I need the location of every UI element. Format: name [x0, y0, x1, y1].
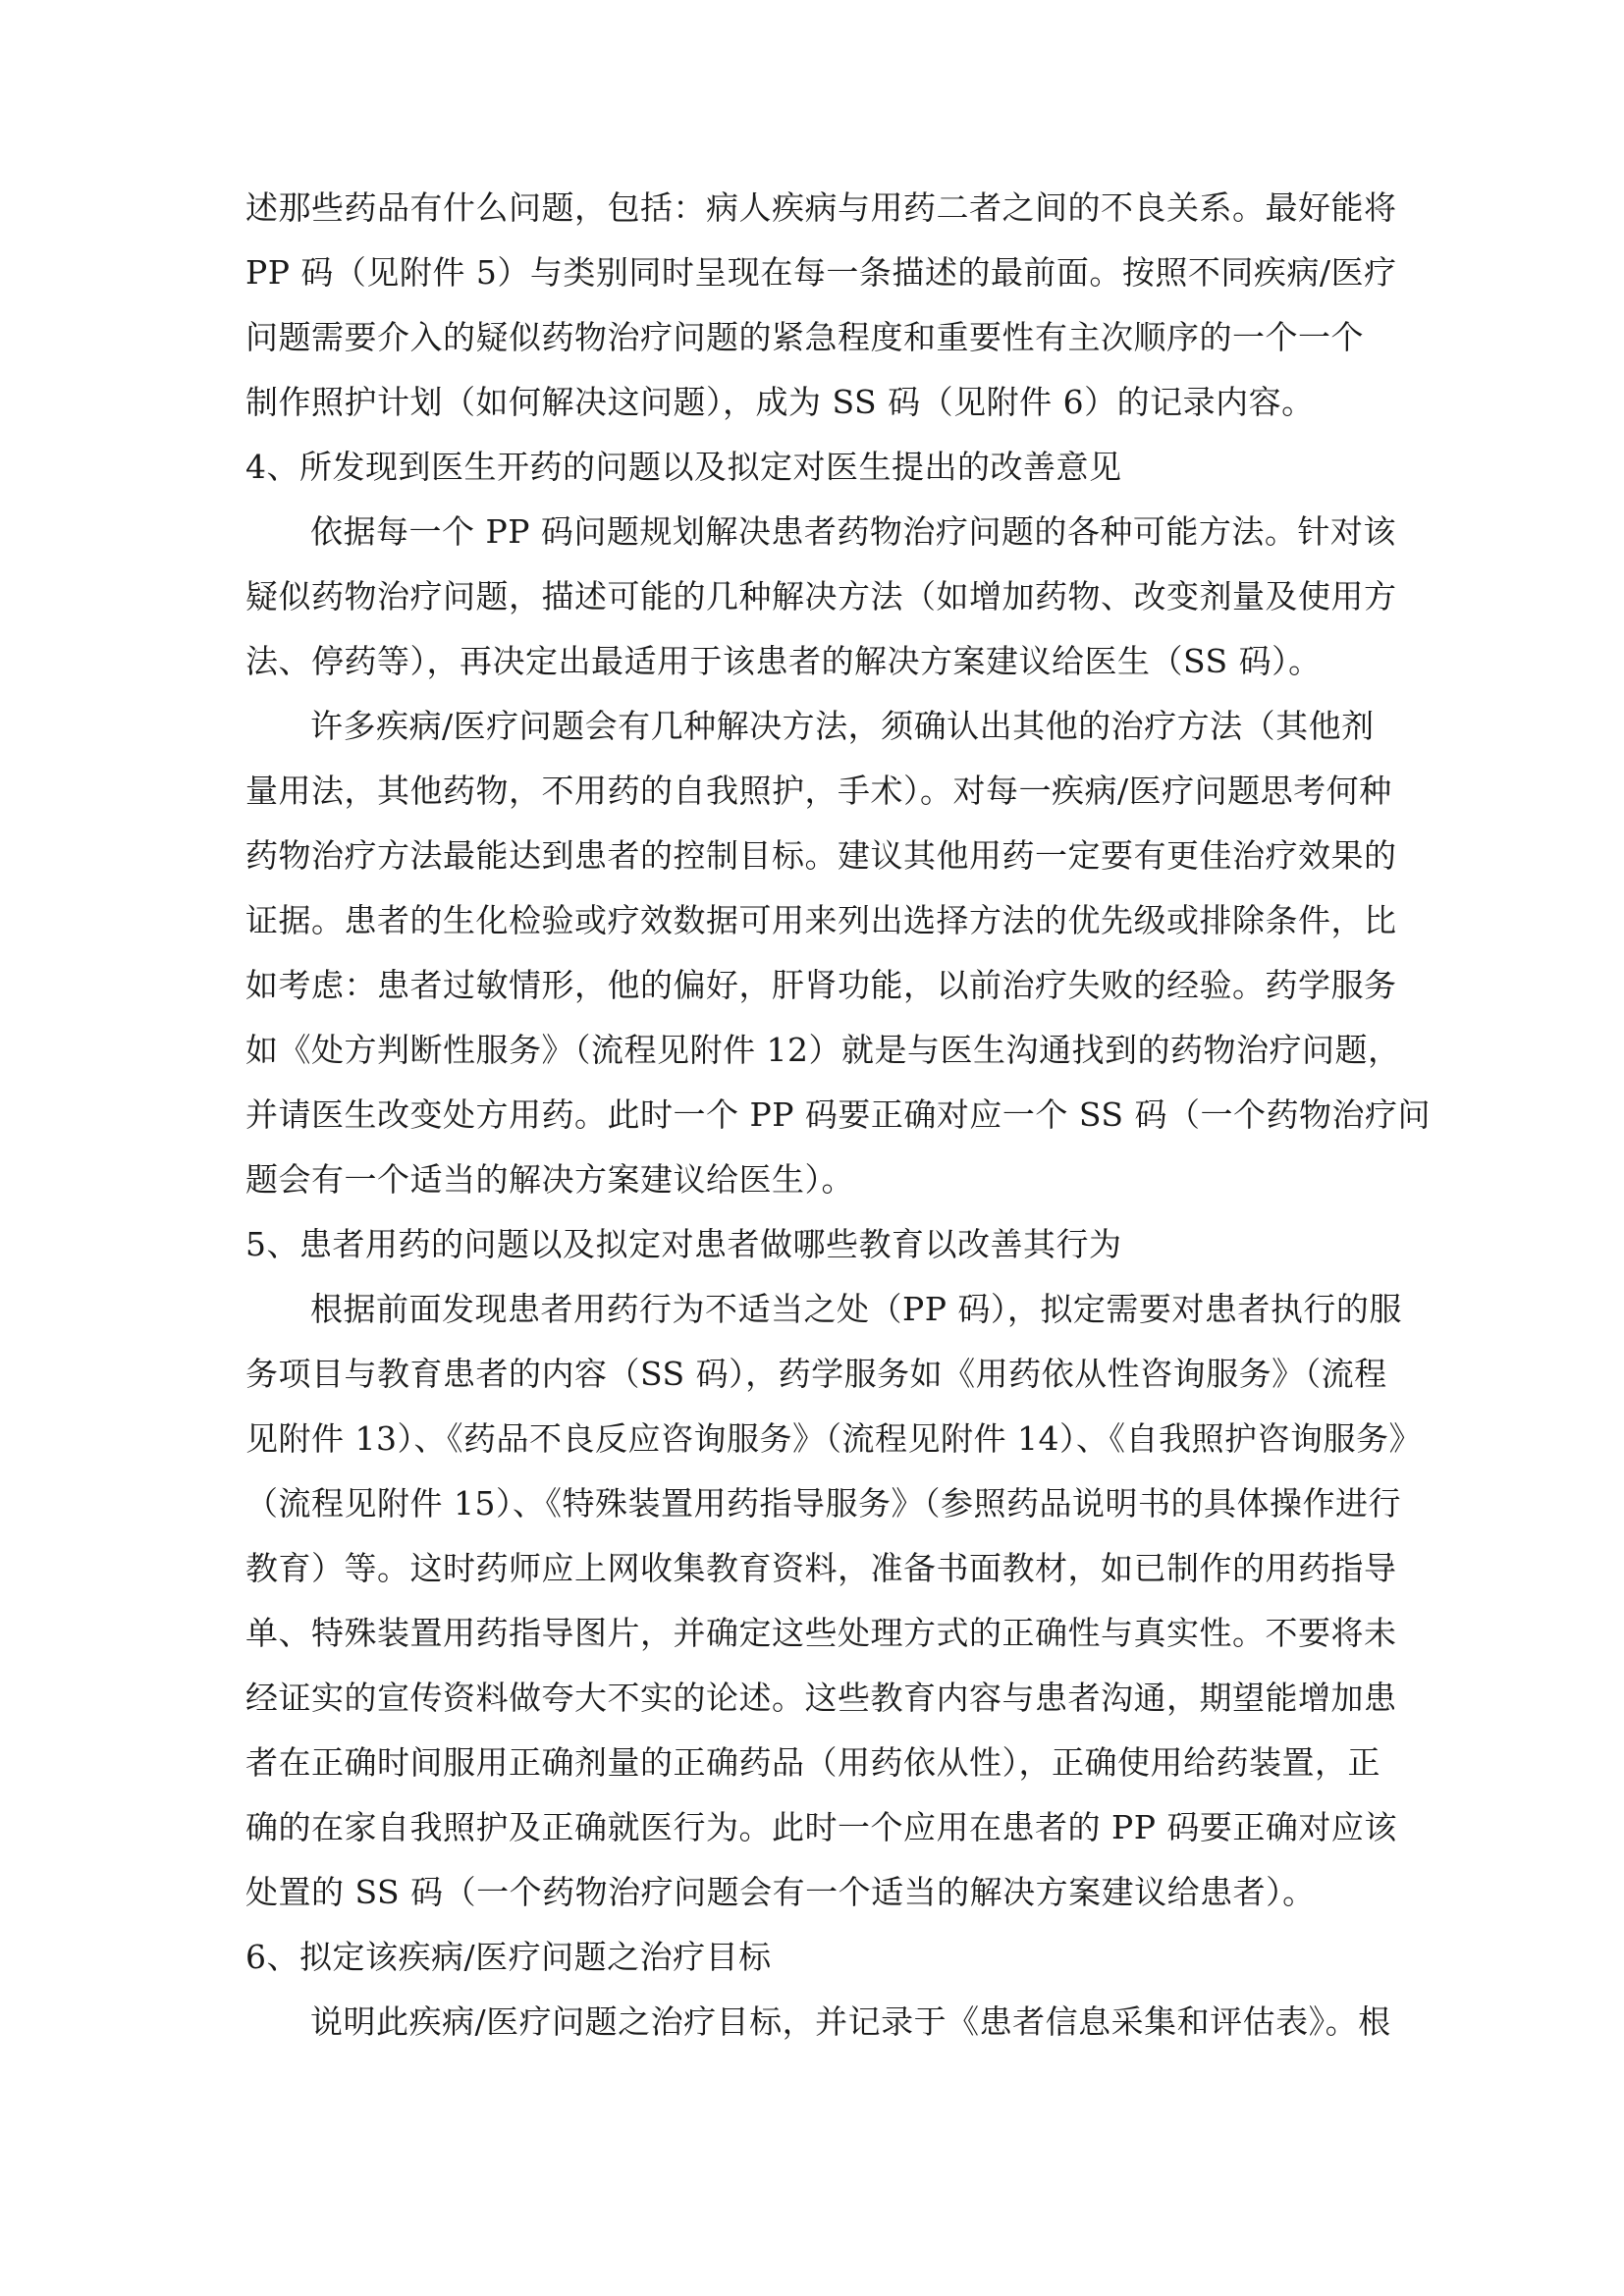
paragraph-line: PP 码（见附件 5）与类别同时呈现在每一条描述的最前面。按照不同疾病/医疗: [245, 253, 1397, 292]
paragraph-line: 疑似药物治疗问题，描述可能的几种解决方法（如增加药物、改变剂量及使用方: [245, 577, 1397, 615]
paragraph-line: 如考虑：患者过敏情形，他的偏好，肝肾功能，以前治疗失败的经验。药学服务: [245, 966, 1397, 1004]
paragraph-line: 述那些药品有什么问题，包括：病人疾病与用药二者之间的不良关系。最好能将: [245, 188, 1397, 227]
paragraph-line: 确的在家自我照护及正确就医行为。此时一个应用在患者的 PP 码要正确对应该: [245, 1808, 1397, 1846]
paragraph-line: 经证实的宣传资料做夸大不实的论述。这些教育内容与患者沟通，期望能增加患: [245, 1679, 1397, 1717]
paragraph-line: 如《处方判断性服务》（流程见附件 12）就是与医生沟通找到的药物治疗问题，: [245, 1031, 1401, 1069]
paragraph-line: 并请医生改变处方用药。此时一个 PP 码要正确对应一个 SS 码（一个药物治疗问: [245, 1095, 1432, 1134]
paragraph-line: 许多疾病/医疗问题会有几种解决方法，须确认出其他的治疗方法（其他剂: [310, 707, 1375, 745]
paragraph-line: 说明此疾病/医疗问题之治疗目标，并记录于《患者信息采集和评估表》。根: [310, 2002, 1391, 2041]
paragraph-line: 见附件 13）、《药品不良反应咨询服务》（流程见附件 14）、《自我照护咨询服务》: [245, 1419, 1422, 1458]
paragraph-line: 证据。患者的生化检验或疗效数据可用来列出选择方法的优先级或排除条件，比: [245, 901, 1397, 939]
paragraph-line: 教育）等。这时药师应上网收集教育资料，准备书面教材，如已制作的用药指导: [245, 1549, 1397, 1587]
paragraph-line: 者在正确时间服用正确剂量的正确药品（用药依从性），正确使用给药装置，正: [245, 1743, 1380, 1782]
paragraph-line: 处置的 SS 码（一个药物治疗问题会有一个适当的解决方案建议给患者）。: [245, 1873, 1316, 1911]
paragraph-line: 药物治疗方法最能达到患者的控制目标。建议其他用药一定要有更佳治疗效果的: [245, 836, 1397, 875]
paragraph-line: 量用法，其他药物，不用药的自我照护，手术）。对每一疾病/医疗问题思考何种: [245, 772, 1392, 810]
paragraph-line: 依据每一个 PP 码问题规划解决患者药物治疗问题的各种可能方法。针对该: [310, 512, 1396, 551]
paragraph-line: 务项目与教育患者的内容（SS 码），药学服务如《用药依从性咨询服务》（流程: [245, 1355, 1387, 1393]
section-heading-5: 5、患者用药的问题以及拟定对患者做哪些教育以改善其行为: [245, 1225, 1122, 1263]
section-heading-4: 4、所发现到医生开药的问题以及拟定对医生提出的改善意见: [245, 448, 1122, 486]
section-heading-6: 6、拟定该疾病/医疗问题之治疗目标: [245, 1938, 772, 1976]
paragraph-line: 根据前面发现患者用药行为不适当之处（PP 码），拟定需要对患者执行的服: [310, 1290, 1402, 1328]
paragraph-line: （流程见附件 15）、《特殊装置用药指导服务》（参照药品说明书的具体操作进行: [245, 1484, 1401, 1522]
paragraph-line: 问题需要介入的疑似药物治疗问题的紧急程度和重要性有主次顺序的一个一个: [245, 318, 1364, 356]
paragraph-line: 单、特殊装置用药指导图片，并确定这些处理方式的正确性与真实性。不要将未: [245, 1614, 1397, 1652]
paragraph-line: 法、停药等），再决定出最适用于该患者的解决方案建议给医生（SS 码）。: [245, 642, 1322, 680]
paragraph-line: 题会有一个适当的解决方案建议给医生）。: [245, 1160, 854, 1199]
paragraph-line: 制作照护计划（如何解决这问题），成为 SS 码（见附件 6）的记录内容。: [245, 383, 1315, 421]
